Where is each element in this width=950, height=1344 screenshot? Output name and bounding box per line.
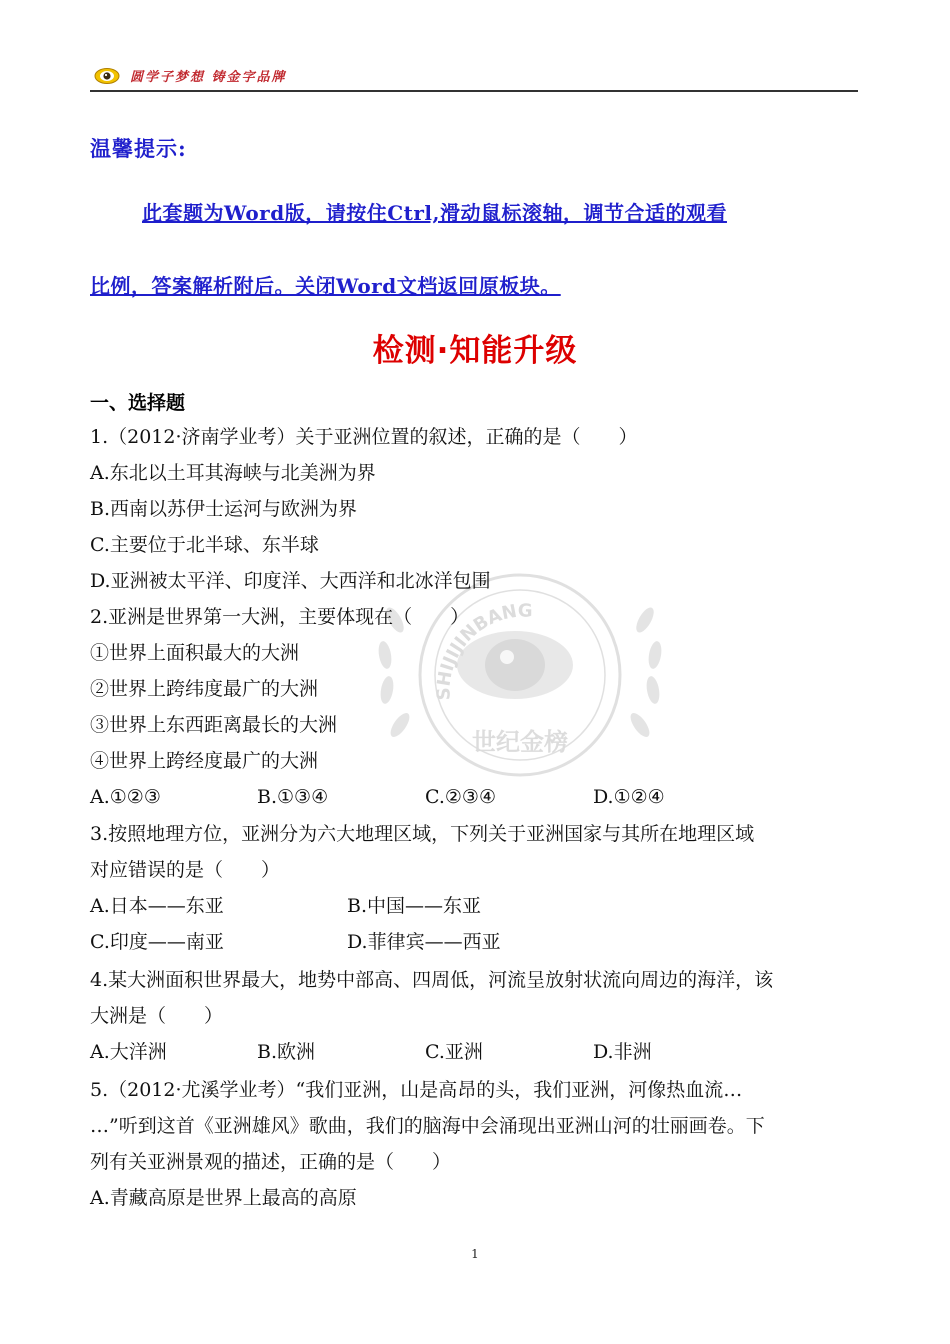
q5-option-a: A.青藏高原是世界上最高的高原	[90, 1187, 357, 1209]
q1-option-d: D.亚洲被太平洋、印度洋、大西洋和北冰洋包围	[90, 570, 491, 592]
q3-stem-line-1: 3.按照地理方位，亚洲分为六大地理区域，下列关于亚洲国家与其所在地理区域	[90, 823, 755, 845]
section-title: 检测·知能升级	[372, 333, 578, 369]
q2-statement-3: ③世界上东西距离最长的大洲	[90, 714, 338, 736]
q4-stem-line-2: 大洲是（ ）	[90, 1005, 224, 1027]
q1-stem: 1.（2012·济南学业考）关于亚洲位置的叙述，正确的是（ ）	[90, 426, 638, 448]
q4-option-b: B.欧洲	[257, 1041, 316, 1063]
q1-option-a: A.东北以土耳其海峡与北美洲为界	[90, 462, 376, 484]
q5-stem-line-2: …”听到这首《亚洲雄风》歌曲，我们的脑海中会涌现出亚洲山河的壮丽画卷。下	[90, 1115, 765, 1137]
q2-statement-2: ②世界上跨纬度最广的大洲	[90, 678, 319, 700]
q4-stem-line-1: 4.某大洲面积世界最大，地势中部高、四周低，河流呈放射状流向周边的海洋，该	[90, 969, 774, 991]
tip-text-line-2: 比例，答案解析附后。关闭Word文档返回原板块。	[90, 274, 561, 298]
watermark-arc-text: SHIJIJINBANG	[433, 600, 533, 701]
q3-option-d: D.菲律宾——西亚	[347, 931, 501, 953]
page-header	[90, 62, 858, 92]
q4-option-a: A.大洋洲	[90, 1041, 167, 1063]
watermark-bottom-text: 世纪金榜	[472, 728, 568, 756]
q2-option-c: C.②③④	[425, 786, 496, 808]
q2-statement-1: ①世界上面积最大的大洲	[90, 642, 300, 664]
q1-option-c: C.主要位于北半球、东半球	[90, 534, 319, 556]
q3-option-b: B.中国——东亚	[347, 895, 482, 917]
q5-stem-line-1: 5.（2012·尤溪学业考）“我们亚洲，山是高昂的头，我们亚洲，河像热血流…	[90, 1079, 743, 1101]
q4-option-d: D.非洲	[593, 1041, 652, 1063]
q2-option-b: B.①③④	[257, 786, 329, 808]
q2-option-a: A.①②③	[90, 786, 161, 808]
header-slogan: 圆学子梦想 铸金字品牌	[130, 70, 287, 85]
part-title: 一、选择题	[90, 392, 186, 414]
q5-stem-line-3: 列有关亚洲景观的描述，正确的是（ ）	[90, 1151, 452, 1173]
tip-title: 温馨提示:	[90, 136, 187, 161]
q3-stem-line-2: 对应错误的是（ ）	[90, 859, 281, 881]
q2-statement-4: ④世界上跨经度最广的大洲	[90, 750, 319, 772]
q1-option-b: B.西南以苏伊士运河与欧洲为界	[90, 498, 358, 520]
tip-text-line-1: 此套题为Word版，请按住Ctrl,滑动鼠标滚轴，调节合适的观看	[142, 201, 727, 225]
page-number: 1	[471, 1247, 479, 1261]
q3-option-c: C.印度——南亚	[90, 931, 224, 953]
q4-option-c: C.亚洲	[425, 1041, 483, 1063]
q3-option-a: A.日本——东亚	[90, 895, 224, 917]
eye-logo-icon	[94, 67, 120, 85]
watermark-emblem	[355, 560, 685, 795]
q2-option-d: D.①②④	[593, 786, 665, 808]
q2-stem: 2.亚洲是世界第一大洲，主要体现在（ ）	[90, 606, 470, 628]
